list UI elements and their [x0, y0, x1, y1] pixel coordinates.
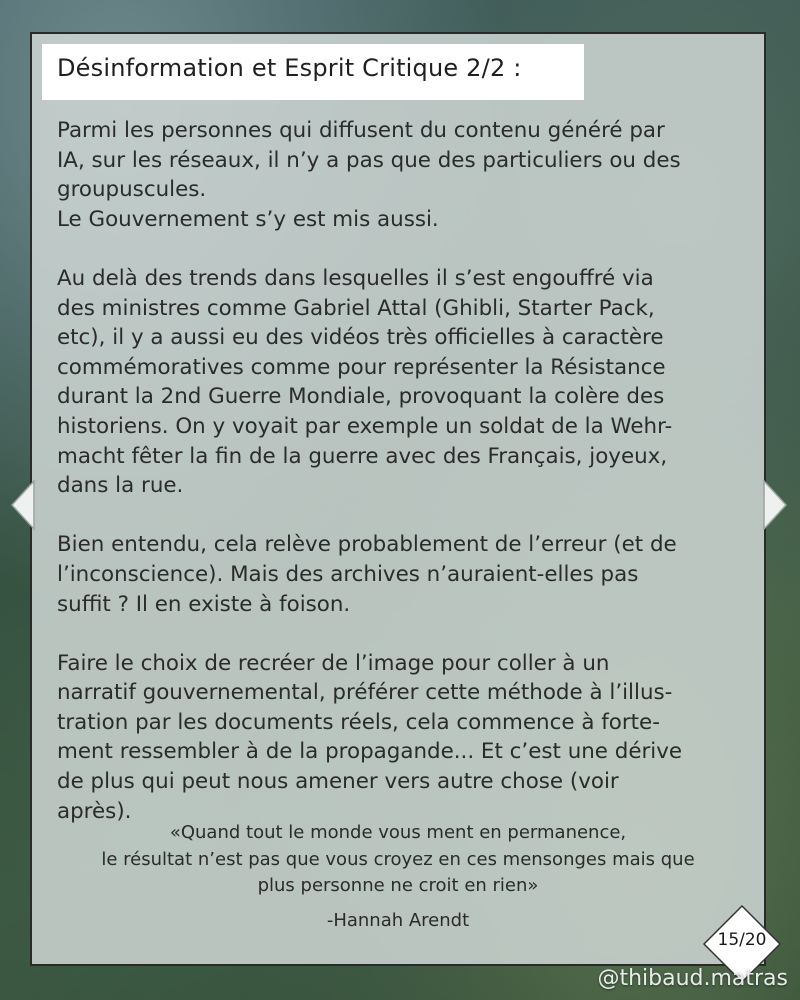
text-line: ment ressembler à de la propagande... Et c’est une dérive: [57, 739, 683, 765]
paragraph-2: [57, 264, 757, 501]
text-line: groupuscules.: [57, 177, 207, 203]
text-line: narratif gouvernemental, préférer cette méthode à l’illus-: [57, 680, 673, 706]
text-line: commémoratives comme pour représenter la Résistance: [57, 354, 666, 380]
text-line: de plus qui peut nous amener vers autre chose (voir: [57, 769, 619, 795]
chevron-left-icon[interactable]: [8, 478, 38, 532]
quote-author: -Hannah Arendt: [326, 910, 470, 931]
text-line: Au delà des trends dans lesquelles il s’est engouffré via: [57, 265, 654, 291]
text-line: l’inconscience). Mais des archives n’auraient-elles pas: [57, 561, 639, 587]
page-indicator: 15/20: [717, 930, 767, 950]
paragraph-3: [57, 530, 757, 619]
paragraph-1: [57, 116, 757, 234]
text-line: Bien entendu, cela relève probablement de l’erreur (et de: [57, 532, 677, 558]
quote-block: [30, 820, 766, 900]
chevron-right-icon[interactable]: [760, 478, 790, 532]
text-line: après).: [57, 798, 132, 824]
text-line: macht fêter la fin de la guerre avec des Français, joyeux,: [57, 443, 668, 469]
text-line: tration par les documents réels, cela commence à forte-: [57, 709, 660, 735]
text-line: Le Gouvernement s’y est mis aussi.: [57, 206, 439, 232]
text-line: des ministres comme Gabriel Attal (Ghibli, Starter Pack,: [57, 295, 655, 321]
author-handle: @thibaud.matras: [597, 966, 788, 991]
text-line: Faire le choix de recréer de l’image pour coller à un: [57, 650, 610, 676]
text-line: IA, sur les réseaux, il n’y a pas que des particuliers ou des: [57, 147, 681, 173]
text-line: historiens. On y voyait par exemple un soldat de la Wehr-: [57, 413, 673, 439]
text-line: suffit ? Il en existe à foison.: [57, 591, 351, 617]
quote-line: «Quand tout le monde vous ment en permanence,: [169, 822, 627, 843]
text-line: Parmi les personnes qui diffusent du contenu généré par: [57, 118, 665, 143]
text-line: dans la rue.: [57, 473, 184, 499]
text-line: durant la 2nd Guerre Mondiale, provoquant la colère des: [57, 384, 665, 410]
paragraph-4: [57, 649, 757, 827]
page-title: Désinformation et Esprit Critique 2/2 :: [42, 44, 584, 100]
quote-line: plus personne ne croit en rien»: [257, 875, 539, 896]
text-line: etc), il y a aussi eu des vidéos très officielles à caractère: [57, 325, 664, 351]
quote-line: le résultat n’est pas que vous croyez en ces mensonges mais que: [101, 848, 695, 870]
article-body: [57, 116, 757, 826]
